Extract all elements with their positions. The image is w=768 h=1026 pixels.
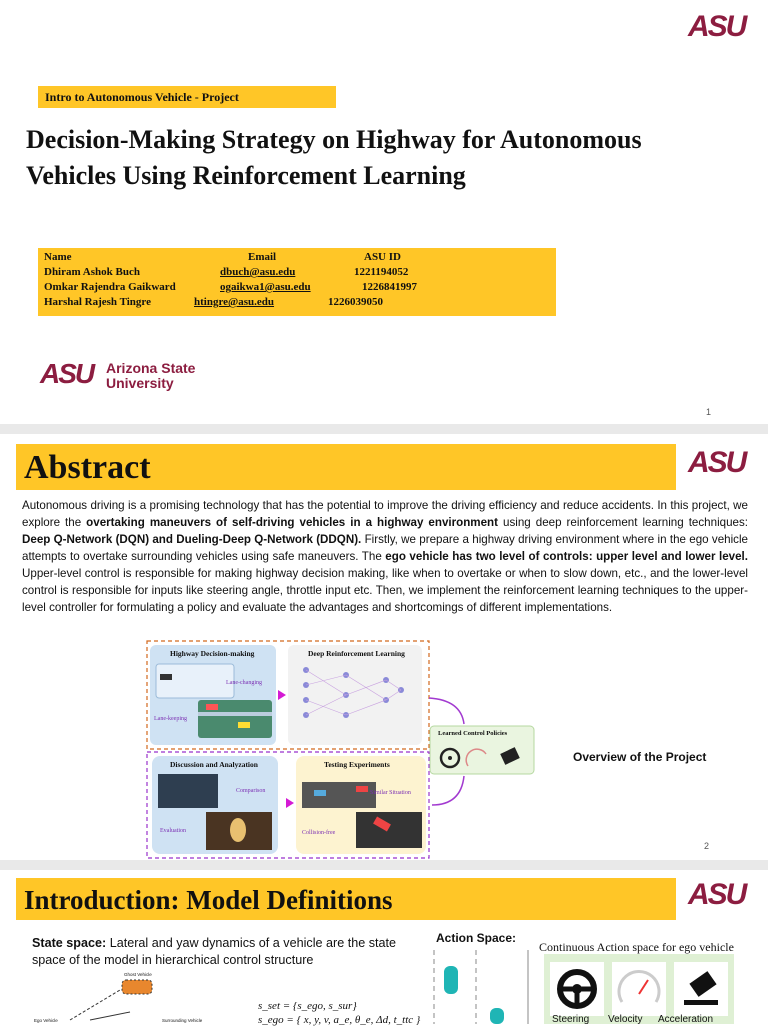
table-row bbox=[44, 280, 554, 295]
member-id: 1221194052 bbox=[354, 266, 409, 278]
team-table bbox=[38, 248, 556, 316]
abstract-text-3: Firstly, we prepare a highway driving environment where in the ego vehicle attempts to overtake surrounding vehicles using safe maneuvers. The bbox=[22, 533, 749, 563]
title-line-1: Decision-Making Strategy on Highway for Autonomous bbox=[26, 125, 642, 154]
fig-testing-label: Testing Experiments bbox=[324, 760, 390, 769]
university-name-line-1: Arizona State bbox=[106, 360, 196, 376]
abstract-text-2: using deep reinforcement learning techniques: bbox=[498, 516, 749, 529]
fig-highway-label: Highway Decision-making bbox=[170, 649, 255, 658]
abstract-text-1: Autonomous driving is a promising technology that has the potential to improve the driving efficiency and reduce accidents. In this project, we explore the bbox=[22, 499, 748, 529]
course-tag: Intro to Autonomous Vehicle - Project bbox=[38, 86, 336, 108]
state-equation-2: s_ego = { x, y, v, a_e, θ_e, Δd, t_ttc } bbox=[258, 1014, 421, 1026]
abstract-heading: Abstract bbox=[24, 449, 151, 486]
fig-comparison: Comparison bbox=[236, 788, 266, 794]
slide-divider bbox=[0, 424, 768, 434]
page-number: 1 bbox=[706, 407, 712, 417]
asu-logo-slide3: ASU bbox=[688, 878, 746, 911]
acceleration-icon bbox=[674, 962, 728, 1016]
fig-collision: Collision-free bbox=[302, 830, 336, 836]
action-space-label: Action Space: bbox=[436, 931, 517, 945]
asu-logo-slide2: ASU bbox=[688, 446, 746, 479]
surrounding-vehicle-label: Surrounding Vehicle bbox=[162, 1018, 203, 1023]
table-header-row bbox=[44, 250, 554, 265]
state-space-desc: Lateral and yaw dynamics of a vehicle are the state space of the model in hierarchical control structure bbox=[32, 936, 397, 967]
intro-heading: Introduction: Model Definitions bbox=[24, 885, 393, 915]
state-space-label: State space: bbox=[32, 936, 107, 950]
fig-drl-label: Deep Reinforcement Learning bbox=[308, 649, 405, 658]
page-number: 2 bbox=[704, 841, 710, 851]
fig-policies-label: Learned Control Policies bbox=[438, 730, 508, 737]
title-line-2: Vehicles Using Reinforcement Learning bbox=[26, 161, 466, 190]
header-name: Name bbox=[44, 251, 72, 263]
asu-logo-slide1: ASU bbox=[688, 10, 746, 43]
fig-evaluation: Evaluation bbox=[160, 828, 186, 834]
project-overview-figure bbox=[146, 640, 536, 860]
asu-logo-mark: ASU bbox=[40, 358, 94, 389]
steering-label: Steering bbox=[552, 1014, 590, 1025]
asu-university-logo bbox=[40, 360, 210, 394]
continuous-action-label: Continuous Action space for ego vehicle bbox=[539, 940, 734, 954]
header-email: Email bbox=[248, 251, 277, 263]
member-email[interactable]: dbuch@asu.edu bbox=[220, 266, 296, 278]
member-id: 1226841997 bbox=[362, 281, 417, 293]
table-row bbox=[44, 265, 554, 280]
member-name: Harshal Rajesh Tingre bbox=[44, 296, 151, 308]
university-name bbox=[106, 361, 195, 391]
page-title bbox=[26, 122, 756, 194]
header-asu-id: ASU ID bbox=[364, 251, 401, 263]
acceleration-label: Acceleration bbox=[658, 1014, 714, 1025]
member-id: 1226039050 bbox=[328, 296, 383, 308]
velocity-label: Velocity bbox=[608, 1014, 643, 1025]
state-diagram bbox=[30, 972, 230, 1024]
ghost-vehicle-label: Ghost Vehicle bbox=[124, 972, 152, 977]
member-name: Omkar Rajendra Gaikward bbox=[44, 281, 176, 293]
university-name-line-2: University bbox=[106, 375, 174, 391]
velocity-icon bbox=[612, 962, 666, 1016]
state-space-text bbox=[32, 935, 422, 969]
abstract-bold-3: ego vehicle has two level of controls: upper level and lower level. bbox=[385, 550, 748, 563]
state-equation-1: s_set = {s_ego, s_sur} bbox=[258, 1000, 357, 1012]
member-email[interactable]: ogaikwa1@asu.edu bbox=[220, 281, 311, 293]
abstract-paragraph bbox=[22, 497, 748, 616]
fig-lane-changing: Lane-changing bbox=[226, 680, 262, 686]
member-name: Dhiram Ashok Buch bbox=[44, 266, 140, 278]
abstract-bold-1: overtaking maneuvers of self-driving vehicles in a highway environment bbox=[86, 516, 499, 529]
fig-lane-keeping: Lane-keeping bbox=[154, 716, 187, 722]
abstract-bold-2: Deep Q-Network (DQN) and Dueling-Deep Q-Network (DDQN). bbox=[22, 533, 362, 546]
fig-discussion-label: Discussion and Analyzation bbox=[170, 760, 258, 769]
action-icons bbox=[544, 954, 734, 1024]
ego-vehicle-label: Ego Vehicle bbox=[34, 1018, 58, 1023]
figure-caption: Overview of the Project bbox=[573, 750, 707, 764]
slide-divider bbox=[0, 860, 768, 870]
fig-similar: Similar Situation bbox=[370, 790, 411, 796]
lane-diagram bbox=[432, 950, 532, 1024]
steering-icon bbox=[550, 962, 604, 1016]
member-email[interactable]: htingre@asu.edu bbox=[194, 296, 275, 308]
table-row bbox=[44, 295, 554, 310]
abstract-text-4: Upper-level control is responsible for making highway decision making, like when to overtake or when to slow down, etc., and the lower-level control is responsible for inputs like steering angle, throttle input etc. Then, we implement the reinforcement learning techniques to the upper-level controller for formulating a policy and evaluate the advantages and shortcomings of different implementations. bbox=[22, 567, 748, 614]
